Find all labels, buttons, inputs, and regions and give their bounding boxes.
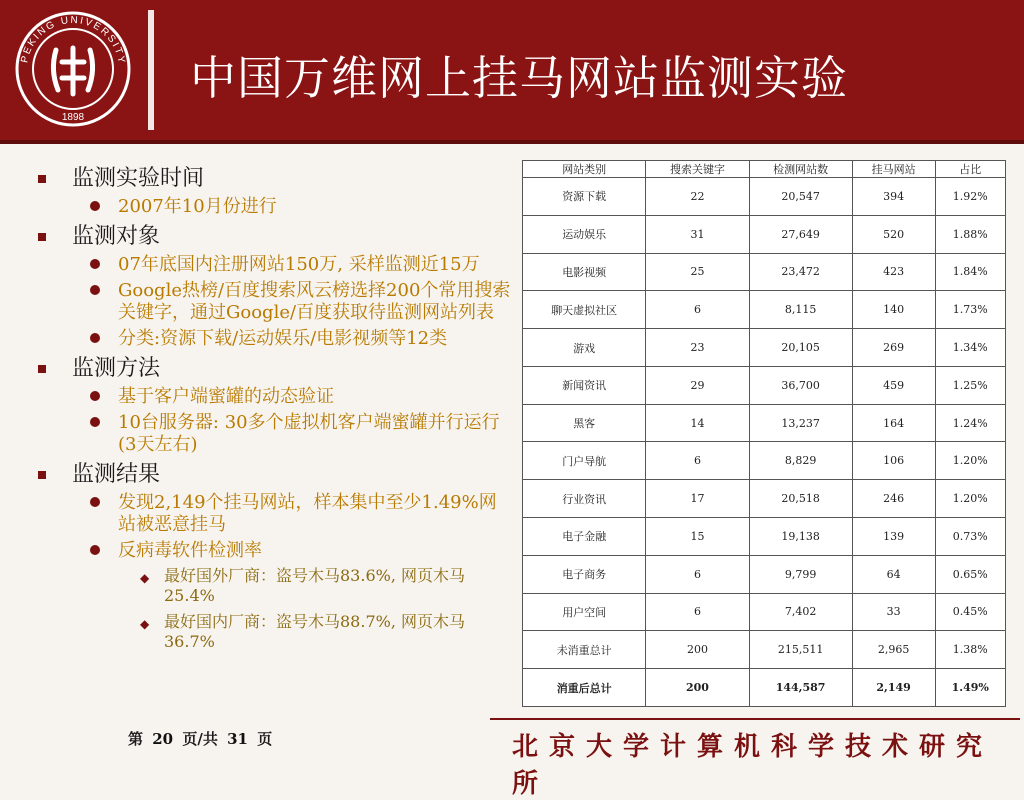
column-header: 网站类别 <box>523 161 646 178</box>
table-cell: 19,138 <box>749 518 852 556</box>
table-row <box>523 215 1006 253</box>
list-item <box>32 386 512 408</box>
table-row <box>523 404 1006 442</box>
round-bullet-icon <box>90 545 100 555</box>
table-cell: 0.65% <box>935 555 1005 593</box>
table-cell: 用户空间 <box>523 593 646 631</box>
footer-divider <box>490 718 1020 720</box>
list-item <box>32 540 512 562</box>
list-item <box>32 280 512 324</box>
table-cell: 6 <box>646 291 749 329</box>
sub-list-item <box>32 612 512 652</box>
section-heading-text: 监测结果 <box>72 462 161 487</box>
institution-name: 北京大学计算机科学技术研究所 <box>512 732 994 799</box>
list-item <box>32 328 512 350</box>
table-cell: 20,547 <box>749 178 852 216</box>
table-cell: 14 <box>646 404 749 442</box>
diamond-bullet-icon: ◆ <box>140 571 150 585</box>
table-cell: 电子商务 <box>523 555 646 593</box>
table-row <box>523 366 1006 404</box>
table-row <box>523 291 1006 329</box>
square-bullet-icon <box>38 471 46 479</box>
table-cell: 2,149 <box>852 669 935 707</box>
page-total: 31 <box>227 730 248 748</box>
column-header: 占比 <box>935 161 1005 178</box>
table-row <box>523 518 1006 556</box>
table-cell: 6 <box>646 442 749 480</box>
page-prefix: 第 <box>128 730 144 748</box>
table-cell: 1.20% <box>935 442 1005 480</box>
list-item <box>32 412 512 456</box>
round-bullet-icon <box>90 285 100 295</box>
table-cell: 电子金融 <box>523 518 646 556</box>
section-heading-text: 监测方法 <box>72 356 161 381</box>
table-cell: 运动娱乐 <box>523 215 646 253</box>
table-cell: 1.88% <box>935 215 1005 253</box>
round-bullet-icon <box>90 497 100 507</box>
table-cell: 6 <box>646 593 749 631</box>
table-cell: 269 <box>852 329 935 367</box>
page-indicator <box>128 728 272 749</box>
table-row <box>523 253 1006 291</box>
table-cell: 游戏 <box>523 329 646 367</box>
table-row <box>523 631 1006 669</box>
table-cell: 20,105 <box>749 329 852 367</box>
list-item <box>32 492 512 536</box>
table-cell: 1.84% <box>935 253 1005 291</box>
table-cell: 8,829 <box>749 442 852 480</box>
bullet-outline <box>32 160 512 658</box>
section-heading <box>32 354 512 384</box>
page-suffix: 页 <box>257 730 273 748</box>
section-heading-text: 监测实验时间 <box>72 166 205 191</box>
sub-list-item-text: 最好国外厂商：盗号木马83.6%, 网页木马25.4% <box>164 566 466 605</box>
list-item-text: 反病毒软件检测率 <box>118 540 262 561</box>
table-row <box>523 329 1006 367</box>
table-cell: 1.49% <box>935 669 1005 707</box>
table-cell: 200 <box>646 669 749 707</box>
table-cell: 140 <box>852 291 935 329</box>
table-cell: 64 <box>852 555 935 593</box>
table-cell: 未消重总计 <box>523 631 646 669</box>
slide-title: 中国万维网上挂马网站监测实验 <box>190 51 848 105</box>
table-cell: 215,511 <box>749 631 852 669</box>
square-bullet-icon <box>38 365 46 373</box>
table-cell: 22 <box>646 178 749 216</box>
table-cell: 27,649 <box>749 215 852 253</box>
list-item-text: 2007年10月份进行 <box>118 196 277 217</box>
table-cell: 9,799 <box>749 555 852 593</box>
page-mid: 页/共 <box>182 730 218 748</box>
table-cell: 0.73% <box>935 518 1005 556</box>
table-cell: 资源下载 <box>523 178 646 216</box>
table-cell: 电影视频 <box>523 253 646 291</box>
list-item-text: 发现2,149个挂马网站，样本集中至少1.49%网站被恶意挂马 <box>118 492 497 535</box>
table-cell: 8,115 <box>749 291 852 329</box>
table-cell: 1.34% <box>935 329 1005 367</box>
round-bullet-icon <box>90 259 100 269</box>
results-table-container <box>522 160 1006 707</box>
table-cell: 7,402 <box>749 593 852 631</box>
results-table <box>522 160 1006 707</box>
table-row <box>523 480 1006 518</box>
list-item-text: 分类:资源下载/运动娱乐/电影视频等12类 <box>118 328 448 349</box>
table-cell: 200 <box>646 631 749 669</box>
table-cell: 1.24% <box>935 404 1005 442</box>
peking-university-seal-icon <box>14 10 132 128</box>
round-bullet-icon <box>90 333 100 343</box>
round-bullet-icon <box>90 391 100 401</box>
table-cell: 15 <box>646 518 749 556</box>
table-cell: 6 <box>646 555 749 593</box>
table-cell: 164 <box>852 404 935 442</box>
table-header-row <box>523 161 1006 178</box>
round-bullet-icon <box>90 201 100 211</box>
list-item <box>32 254 512 276</box>
table-cell: 1.25% <box>935 366 1005 404</box>
table-total-row <box>523 669 1006 707</box>
round-bullet-icon <box>90 417 100 427</box>
sub-list-item <box>32 566 512 606</box>
table-cell: 459 <box>852 366 935 404</box>
square-bullet-icon <box>38 233 46 241</box>
table-cell: 33 <box>852 593 935 631</box>
diamond-bullet-icon: ◆ <box>140 617 150 631</box>
table-cell: 消重后总计 <box>523 669 646 707</box>
table-cell: 246 <box>852 480 935 518</box>
list-item-text: 10台服务器: 30多个虚拟机客户端蜜罐并行运行(3天左右) <box>118 412 500 455</box>
table-cell: 36,700 <box>749 366 852 404</box>
table-cell: 139 <box>852 518 935 556</box>
table-cell: 144,587 <box>749 669 852 707</box>
table-row <box>523 593 1006 631</box>
table-cell: 520 <box>852 215 935 253</box>
slide-header <box>0 0 1024 144</box>
table-cell: 31 <box>646 215 749 253</box>
table-cell: 20,518 <box>749 480 852 518</box>
table-cell: 23,472 <box>749 253 852 291</box>
list-item-text: Google热榜/百度搜索风云榜选择200个常用搜索关键字，通过Google/百度获取待监测网站列表 <box>118 280 511 323</box>
page-current: 20 <box>152 730 174 748</box>
table-cell: 29 <box>646 366 749 404</box>
table-cell: 0.45% <box>935 593 1005 631</box>
table-cell: 新闻资讯 <box>523 366 646 404</box>
logo-year: 1898 <box>61 112 85 123</box>
column-header: 检测网站数 <box>749 161 852 178</box>
table-cell: 106 <box>852 442 935 480</box>
column-header: 搜索关键字 <box>646 161 749 178</box>
table-cell: 2,965 <box>852 631 935 669</box>
table-cell: 聊天虚拟社区 <box>523 291 646 329</box>
section-heading <box>32 164 512 194</box>
list-item <box>32 196 512 218</box>
square-bullet-icon <box>38 175 46 183</box>
column-header: 挂马网站 <box>852 161 935 178</box>
table-cell: 1.38% <box>935 631 1005 669</box>
table-row <box>523 178 1006 216</box>
table-cell: 23 <box>646 329 749 367</box>
table-cell: 1.73% <box>935 291 1005 329</box>
table-cell: 17 <box>646 480 749 518</box>
table-cell: 1.20% <box>935 480 1005 518</box>
table-cell: 25 <box>646 253 749 291</box>
header-divider <box>148 10 154 130</box>
table-row <box>523 555 1006 593</box>
table-cell: 13,237 <box>749 404 852 442</box>
list-item-text: 07年底国内注册网站150万, 采样监测近15万 <box>118 254 480 275</box>
table-row <box>523 442 1006 480</box>
sub-list-item-text: 最好国内厂商：盗号木马88.7%, 网页木马36.7% <box>164 612 466 651</box>
table-cell: 423 <box>852 253 935 291</box>
table-cell: 行业资讯 <box>523 480 646 518</box>
table-cell: 门户导航 <box>523 442 646 480</box>
section-heading <box>32 222 512 252</box>
table-cell: 1.92% <box>935 178 1005 216</box>
table-cell: 黑客 <box>523 404 646 442</box>
logo-ring-text: PEKING UNIVERSITY <box>19 14 127 66</box>
table-cell: 394 <box>852 178 935 216</box>
list-item-text: 基于客户端蜜罐的动态验证 <box>118 386 334 407</box>
section-heading <box>32 460 512 490</box>
section-heading-text: 监测对象 <box>72 224 161 249</box>
